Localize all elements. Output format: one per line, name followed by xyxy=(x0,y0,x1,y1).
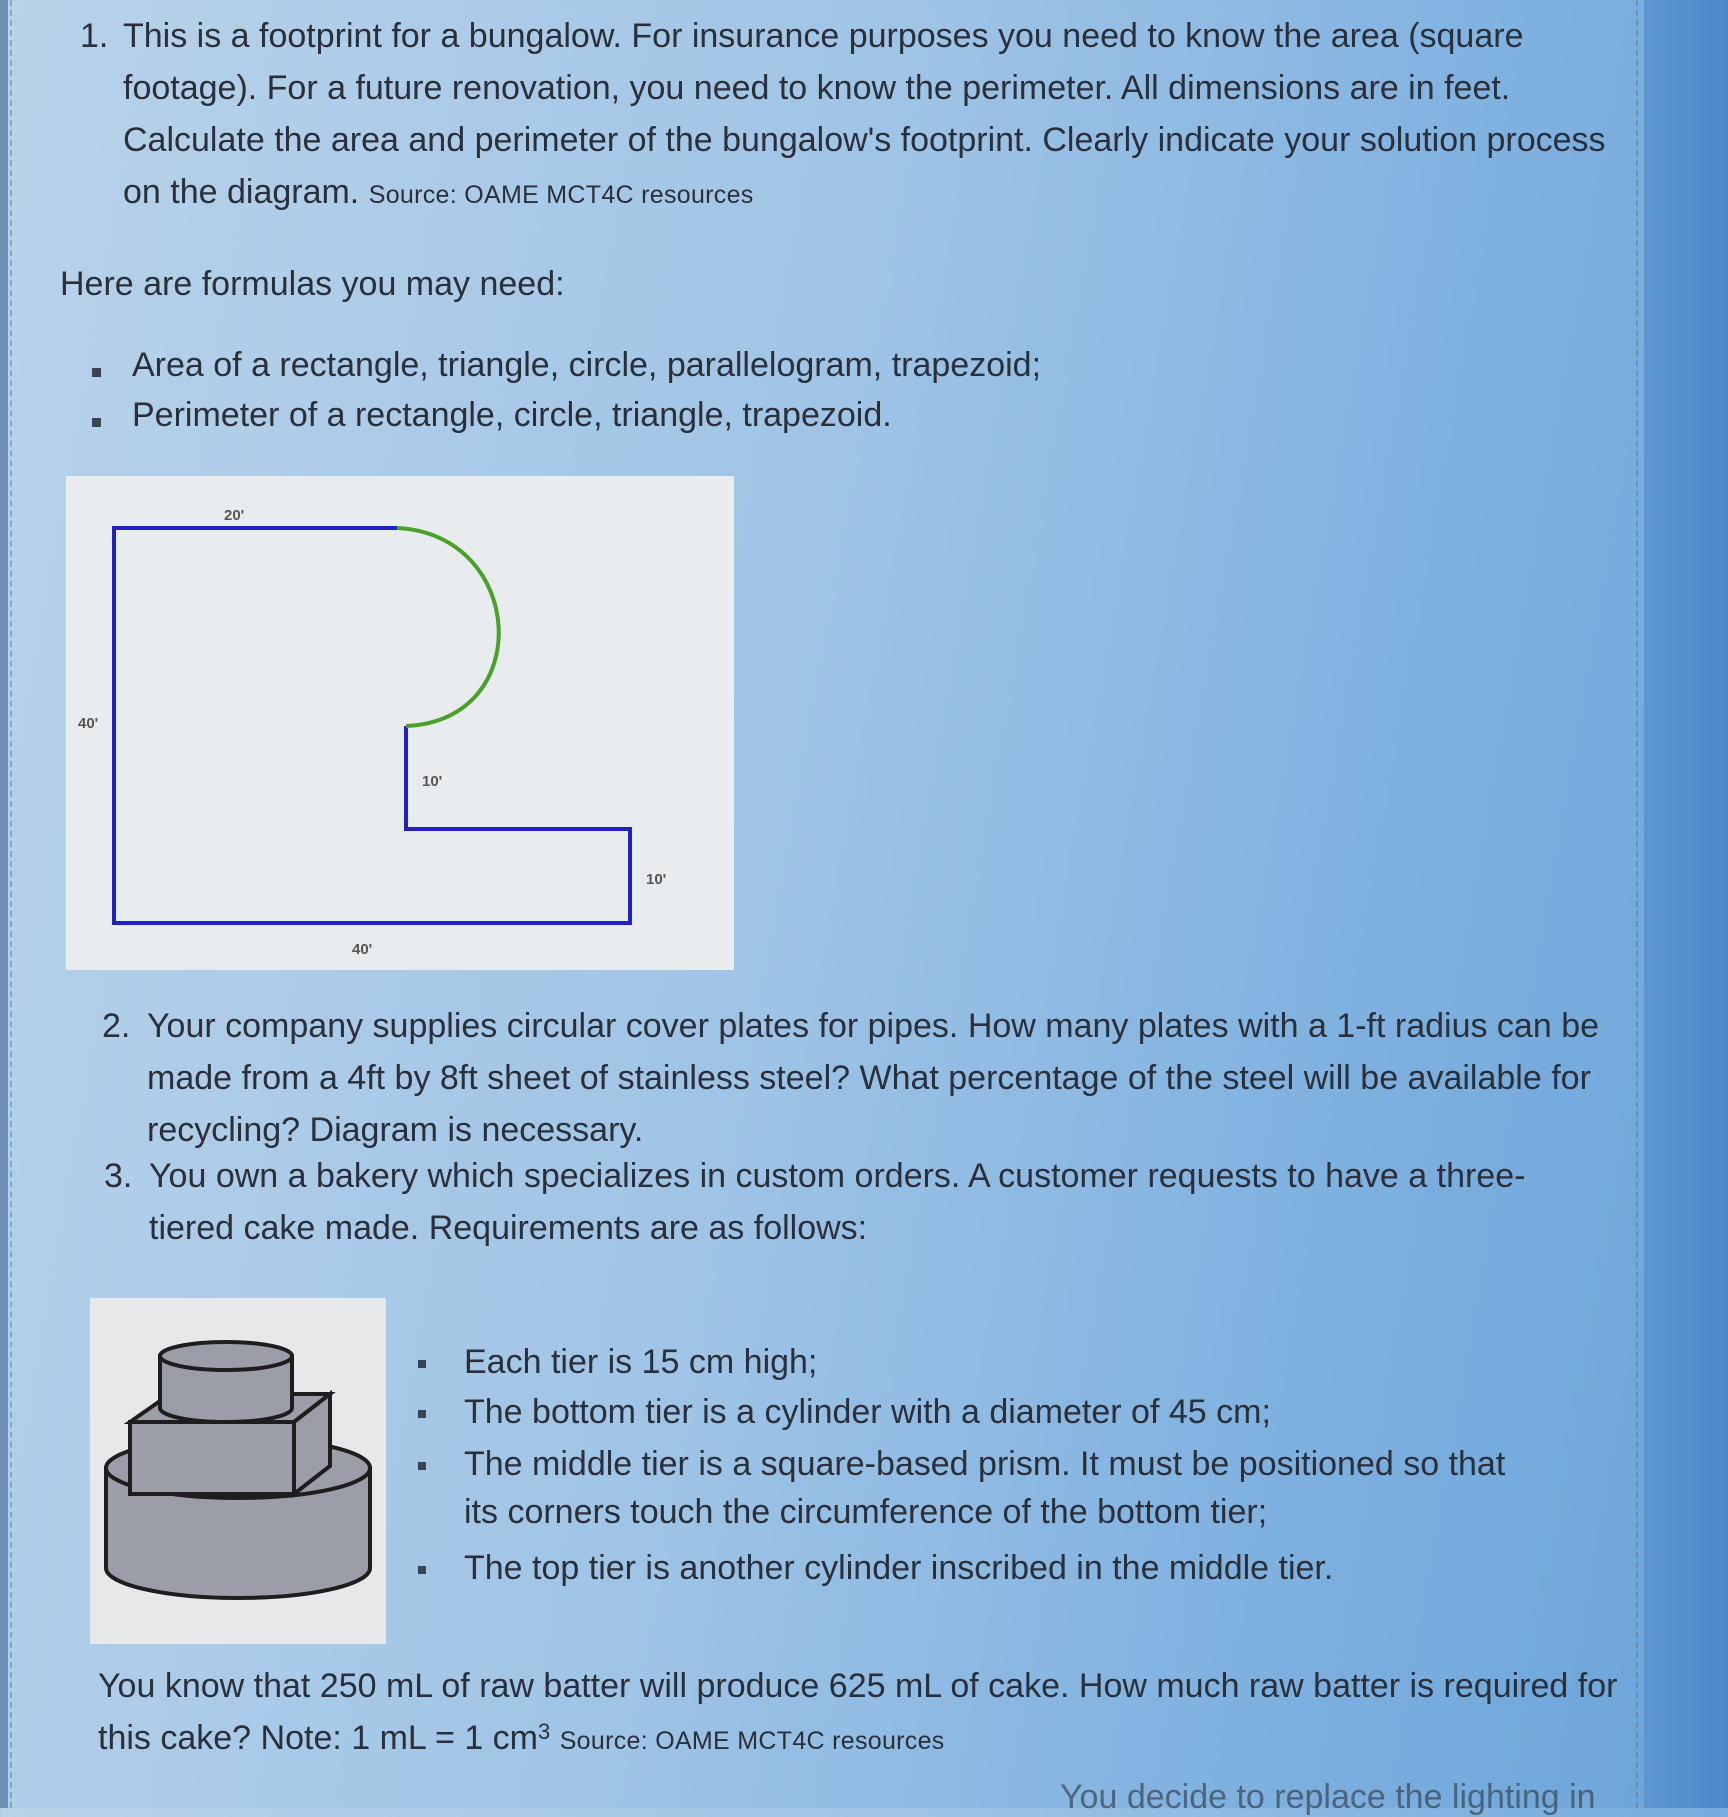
requirement-label: The top tier is another cylinder inscribed in the middle tier. xyxy=(464,1549,1334,1587)
dim-label-right: 10' xyxy=(646,871,667,888)
question-2-number: 2. xyxy=(102,1007,131,1045)
top-tier xyxy=(160,1342,292,1422)
footprint-semicircle-arc xyxy=(397,528,499,726)
formula-item-label: Area of a rectangle, triangle, circle, parallelogram, trapezoid; xyxy=(132,346,1042,384)
bullet-icon xyxy=(418,1410,426,1418)
page-border-left xyxy=(10,0,12,1808)
requirement-label: Each tier is 15 cm high; xyxy=(464,1343,818,1381)
dim-label-left: 40' xyxy=(78,715,99,732)
window-right-edge xyxy=(1644,0,1728,1808)
three-tier-cake-illustration xyxy=(90,1298,386,1644)
closing-text: You know that 250 mL of raw batter will produce 625 mL of cake. How much raw batter is required for this cake? Note: 1 mL = 1 cm xyxy=(98,1667,1618,1757)
bullet-icon xyxy=(418,1566,426,1574)
bungalow-footprint-diagram xyxy=(66,476,734,970)
dim-label-top: 20' xyxy=(224,507,245,524)
dim-label-inner: 10' xyxy=(422,773,443,790)
question-1 xyxy=(80,10,1620,221)
requirement-item xyxy=(418,1544,1333,1592)
question-3-source: Source: OAME MCT4C resources xyxy=(559,1727,945,1755)
formulas-intro: Here are formulas you may need: xyxy=(60,265,565,303)
cutoff-next-question-text: You decide to replace the lighting in xyxy=(1060,1778,1596,1816)
question-1-text: This is a footprint for a bungalow. For insurance purposes you need to know the area (square footage). For a future renovation, you need to know the perimeter. All dimensions are in feet. Calculate the area and perimeter of the bungalow's footprint. Clearly indicate your solution process on the diagram. xyxy=(123,17,1606,211)
question-3-closing xyxy=(98,1660,1628,1767)
requirement-item xyxy=(418,1338,817,1386)
question-2-text: Your company supplies circular cover plates for pipes. How many plates with a 1-ft radius can be made from a 4ft by 8ft sheet of stainless steel? What percentage of the steel will be available for recycling? Diagram is necessary. xyxy=(147,1007,1600,1149)
footprint-svg xyxy=(66,476,734,970)
requirement-item xyxy=(418,1388,1271,1436)
formula-item xyxy=(92,346,1041,385)
requirement-label: The bottom tier is a cylinder with a diameter of 45 cm; xyxy=(464,1393,1271,1431)
window-left-edge xyxy=(0,0,8,1808)
question-1-number: 1. xyxy=(80,17,109,55)
requirement-item xyxy=(418,1440,1518,1536)
formula-item-label: Perimeter of a rectangle, circle, triangle, trapezoid. xyxy=(132,396,892,434)
dim-label-bottom: 40' xyxy=(352,941,373,958)
page-border-right xyxy=(1636,0,1638,1808)
formula-item xyxy=(92,396,892,435)
question-3 xyxy=(104,1150,1604,1254)
bullet-icon xyxy=(418,1360,426,1368)
bullet-icon xyxy=(92,368,101,377)
question-3-number: 3. xyxy=(104,1157,133,1195)
bullet-icon xyxy=(92,418,101,427)
bullet-icon xyxy=(418,1462,426,1470)
footprint-outline xyxy=(114,528,630,923)
cake-svg xyxy=(90,1298,386,1644)
requirement-label: The middle tier is a square-based prism. It must be positioned so that its corners touch the circumference of the bottom tier; xyxy=(464,1445,1506,1531)
closing-superscript: 3 xyxy=(538,1719,551,1744)
question-3-text: You own a bakery which specializes in custom orders. A customer requests to have a three-tiered cake made. Requirements are as follows: xyxy=(149,1157,1526,1247)
question-2 xyxy=(102,1000,1602,1156)
question-1-source: Source: OAME MCT4C resources xyxy=(368,181,754,209)
